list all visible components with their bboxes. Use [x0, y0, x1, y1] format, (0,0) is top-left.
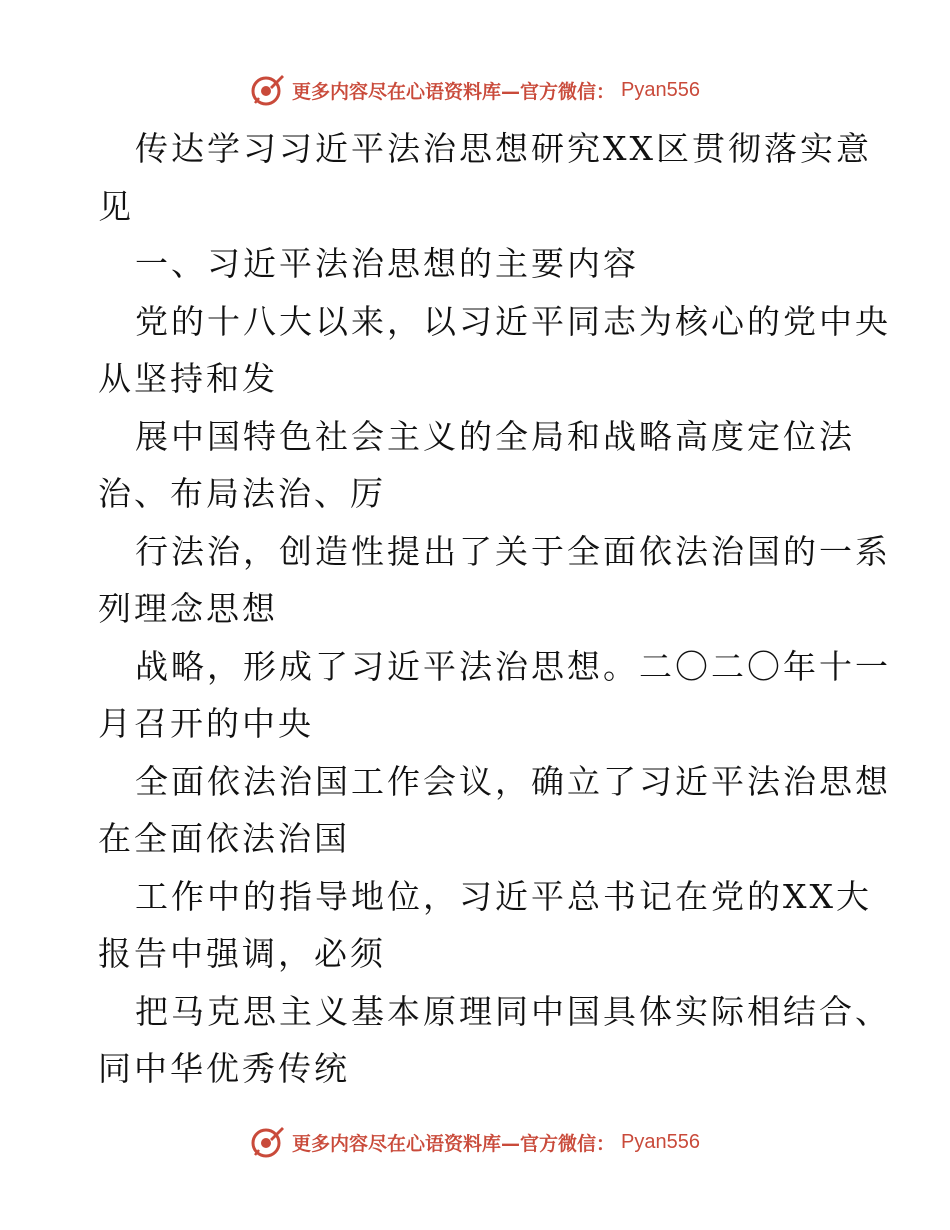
document-line: 传达学习习近平法治思想研究XX区贯彻落实意 [135, 129, 872, 168]
document-line: 见 [98, 186, 134, 226]
document-line: 从坚持和发 [98, 359, 278, 398]
document-line: 行法治，创造性提出了关于全面依法治国的一系 [135, 531, 891, 571]
document-line: 报告中强调，必须 [98, 934, 386, 973]
document-line: 工作中的指导地位，习近平总书记在党的XX大 [135, 876, 872, 916]
pen-logo-icon [250, 1124, 286, 1160]
watermark-text: 更多内容尽在心语资料库—官方微信： [292, 80, 616, 103]
watermark-id: Pyan556 [621, 78, 700, 101]
document-line: 党的十八大以来，以习近平同志为核心的党中央 [135, 301, 891, 341]
watermark-banner-bottom [0, 1122, 950, 1162]
document-line: 月召开的中央 [98, 704, 314, 743]
document-line: 列理念思想 [98, 589, 278, 628]
document-line: 一、习近平法治思想的主要内容 [135, 244, 639, 283]
watermark-text: 更多内容尽在心语资料库—官方微信： [292, 1132, 616, 1155]
document-line: 把马克思主义基本原理同中国具体实际相结合、 [135, 991, 891, 1031]
document-line: 治、布局法治、厉 [98, 474, 386, 513]
watermark-banner-top [0, 70, 950, 110]
document-body [98, 120, 891, 1098]
document-line: 展中国特色社会主义的全局和战略高度定位法 [135, 416, 855, 456]
document-line: 全面依法治国工作会议，确立了习近平法治思想 [135, 761, 891, 801]
pen-logo-icon [250, 72, 286, 108]
watermark-id: Pyan556 [621, 1130, 700, 1153]
document-line: 在全面依法治国 [98, 819, 350, 858]
document-line: 战略，形成了习近平法治思想。二〇二〇年十一 [135, 646, 891, 686]
document-line: 同中华优秀传统 [98, 1049, 350, 1088]
